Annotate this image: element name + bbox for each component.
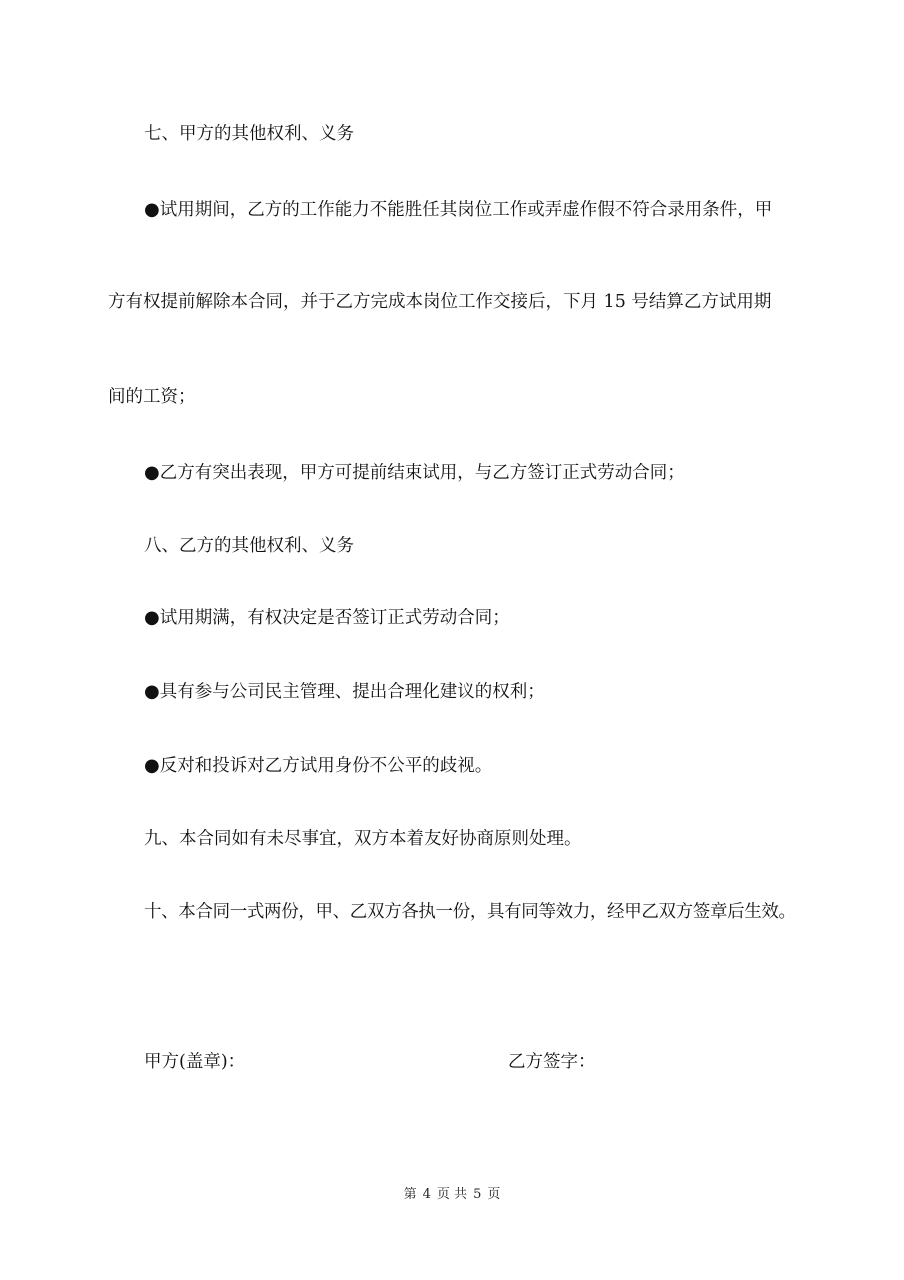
current-page-number: 4 (422, 1187, 431, 1202)
list-item-text: 乙方有突出表现，甲方可提前结束试用，与乙方签订正式劳动合同； (159, 463, 685, 483)
section-7-heading: 七、甲方的其他权利、义务 (144, 124, 354, 144)
list-item-text: 试用期间，乙方的工作能力不能胜任其岗位工作或弄虚作假不符合录用条件，甲 (159, 200, 773, 220)
list-item-text: 反对和投诉对乙方试用身份不公平的歧视。 (159, 756, 493, 776)
bullet-icon: ● (144, 681, 160, 702)
footer-prefix: 第 (403, 1187, 417, 1202)
list-item (144, 461, 685, 485)
page-number-footer (0, 1186, 904, 1204)
list-item-continuation: 间的工资； (108, 387, 196, 407)
section-9-heading: 九、本合同如有未尽事宜，双方本着友好协商原则处理。 (144, 829, 582, 849)
section-10-heading: 十、本合同一式两份，甲、乙双方各执一份，具有同等效力，经甲乙双方签章后生效。 (144, 902, 796, 922)
list-item-continuation: 方有权提前解除本合同，并于乙方完成本岗位工作交接后，下月 15 号结算乙方试用期 (108, 292, 772, 312)
list-item (144, 606, 510, 630)
bullet-icon: ● (144, 199, 160, 220)
list-item (144, 198, 772, 222)
party-b-signature-label: 乙方签字： (508, 1052, 596, 1072)
bullet-icon: ● (144, 607, 160, 628)
party-a-signature-label: 甲方(盖章)： (144, 1052, 246, 1072)
list-item-text: 具有参与公司民主管理、提出合理化建议的权利； (159, 682, 545, 702)
footer-suffix: 页 (487, 1187, 501, 1202)
bullet-icon: ● (144, 755, 160, 776)
bullet-icon: ● (144, 462, 160, 483)
section-8-heading: 八、乙方的其他权利、义务 (144, 536, 354, 556)
list-item (144, 680, 545, 704)
footer-middle: 页 共 (436, 1187, 468, 1202)
total-page-count: 5 (473, 1187, 482, 1202)
list-item-text: 试用期满，有权决定是否签订正式劳动合同； (159, 608, 510, 628)
list-item (144, 754, 492, 778)
